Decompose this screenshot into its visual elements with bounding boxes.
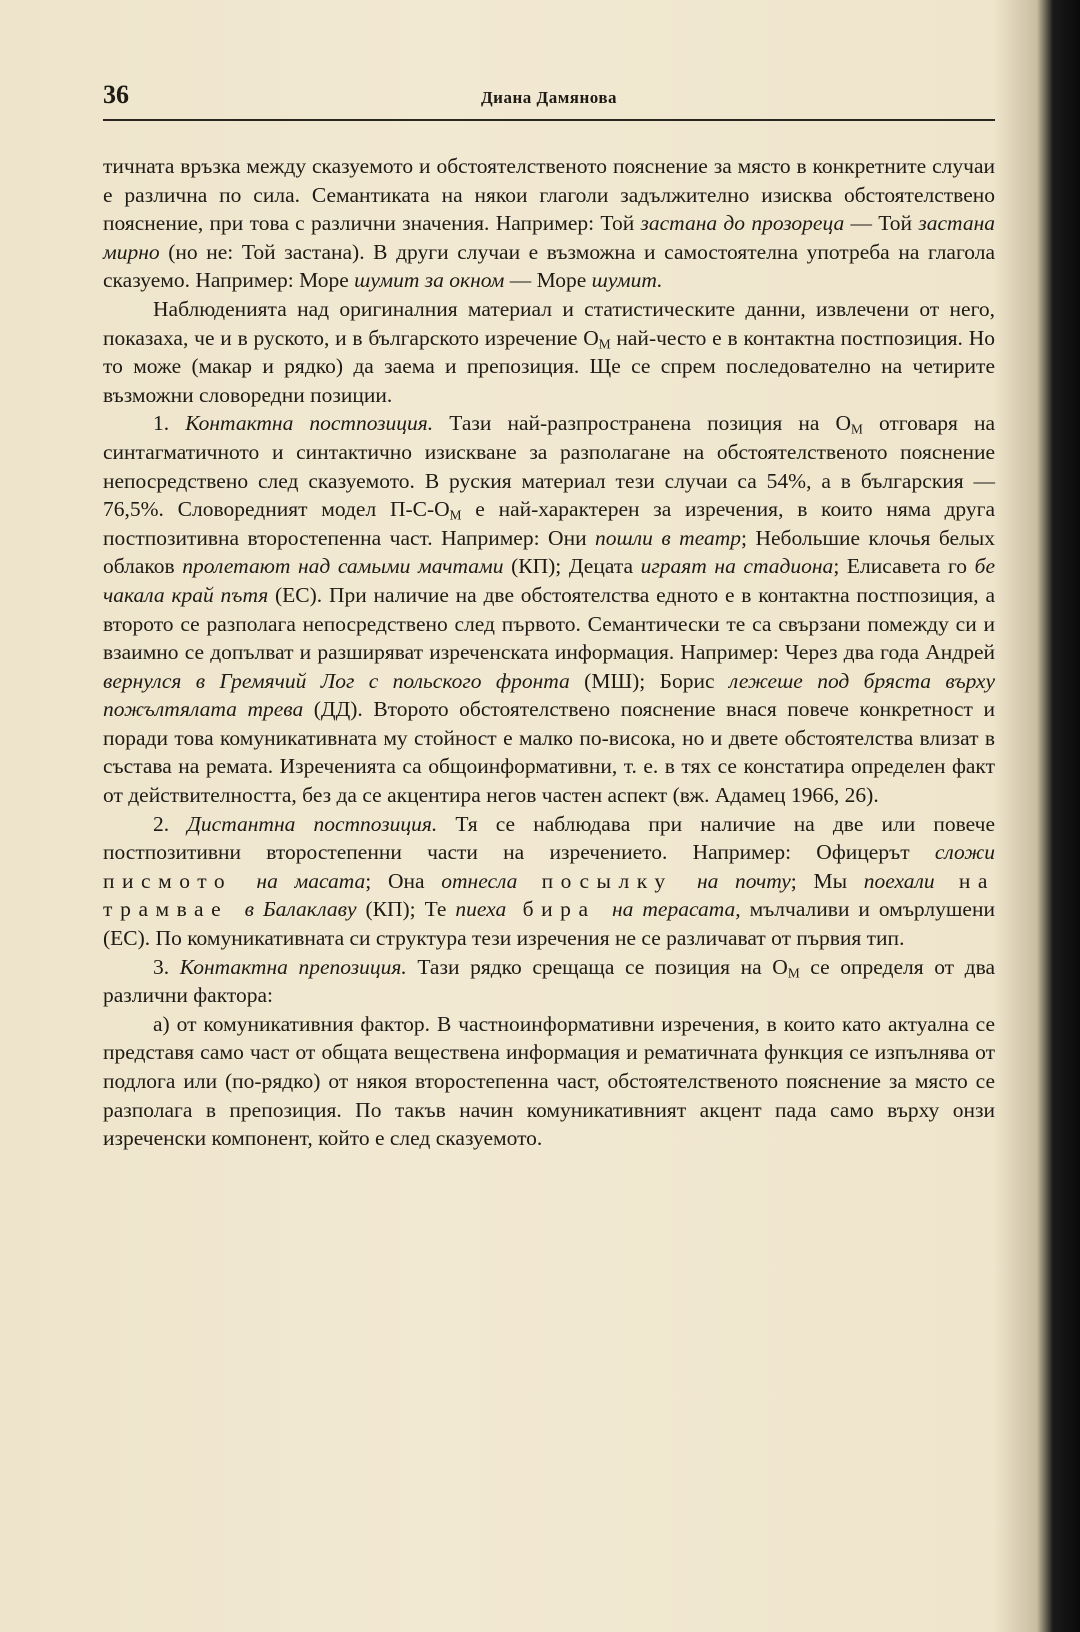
paragraph-2: Наблюденията над оригиналния материал и статистическите данни, извлечени от него, показаха, че и в руското, и в българското изречение $О_М$ най-често е в контактна постпозиция. Но то може (макар и рядко) да заема и препозиция. Ще се спрем последователно на четирите възможни словоредни позиции. <box>103 296 995 407</box>
header-rule <box>103 119 995 121</box>
running-head: Диана Дамянова <box>480 88 618 107</box>
paragraph-item-a: а) от комуникативния фактор. В частноинформативни изречения, в които като актуална се представя само част от общата веществена информация и рематичната функция се изпълнява от подлога или (по-рядко) от някоя второстепенна част, обстоятелственото пояснение за място се разполага в препозиция. По такъв начин комуникативният акцент пада само върху онзи изреченски компонент, който е след сказуемото. <box>103 1011 995 1151</box>
body-text <box>103 152 995 1153</box>
page-header <box>103 78 995 122</box>
paragraph-distant-postposition: 2. Дистантна постпозиция. Тя се наблюдава при наличие на две или повече постпозитивни второстепенни части на изречението. Например: Офицерът сложи писмото на масата; Она отнесла посылку на почту; Мы поехали на трамвае в Балаклаву (КП); Те пиеха бира на терасата, мълчаливи и омърлушени (ЕС). По комуникативната си структура тези изречения не се различават от първия тип. <box>103 811 996 951</box>
paragraph-contact-preposition: 3. Контактна препозиция. Тази рядко срещаща се позиция на $О_М$ се определя от два различни фактора: <box>103 954 996 1008</box>
page-number: 36 <box>103 80 129 109</box>
paragraph-1: тичната връзка между сказуемото и обстоятелственото пояснение за място в конкретните случаи е различна по сила. Семантиката на някои глаголи задължително изисква обстоятелствено пояснение, при това с различни значения. Например: Той застана до прозореца — Той застана мирно (но не: Той застана). В други случаи е възможна и самостоятелна употреба на глагола сказуемо. Например: Море шумит за окном — Море шумит. <box>103 154 995 293</box>
paragraph-contact-postposition: 1. Контактна постпозиция. Тази най-разпространена позиция на $О_М$ отговаря на синтагматичното и синтактично изискване за разполагане на обстоятелственото пояснение непосредствено след сказуемото. В руския материал тези случаи са 54%, а в българския — 76,5%. Словоредният модел $П-С-О_М$ е най-характерен за изречения, в които няма друга постпозитивна второстепенна част. Например: Они пошли в театр; Небольшие клочья белых облаков пролетают над самыми мачтами (КП); Децата играят на стадиона; Елисавета го бе чакала край пътя (ЕС). При наличие на две обстоятелства едното е в контактна постпозиция, а второто се разполага непосредствено след първото. Семантически те са свързани помежду си и взаимно се допълват и разширяват изреченската информация. Например: Через два года Андрей вернулся в Гремячий Лог с польского фронта (МШ); Борис лежеше под бряста върху пожълтялата трева (ДД). Второто обстоятелствено пояснение внася повече конкретност и поради това комуникативната му стойност е малко по-висока, но и двете обстоятелства влизат в състава на ремата. Изреченията са общоинформативни, т. е. в тях се констатира определен факт от действителността, без да се акцентира негов частен аспект (вж. Адамец 1966, 26). <box>103 411 996 808</box>
